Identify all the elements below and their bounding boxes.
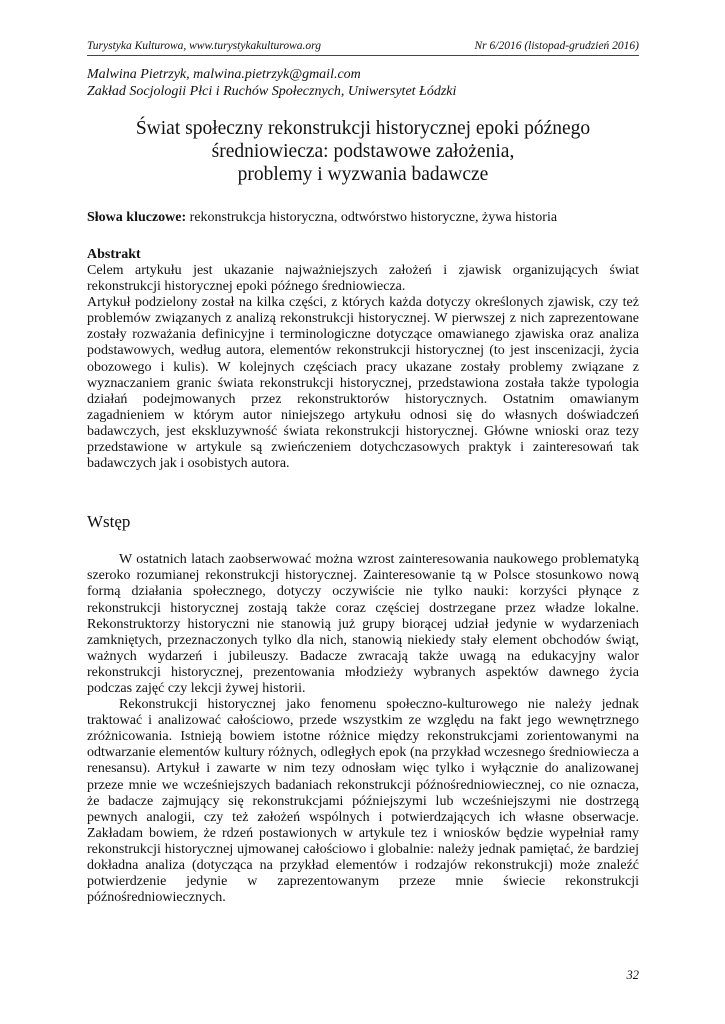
- keywords-text: rekonstrukcja historyczna, odtwórstwo historyczne, żywa historia: [186, 210, 558, 225]
- keywords-label: Słowa kluczowe:: [87, 210, 187, 225]
- abstract-paragraph-2: Artykuł podzielony został na kilka części, z których każda dotyczy określonych zjawisk, czy też problemów związanych z analizą rekonstrukcji historycznej. W pierwszej z nich zaprezentowane zostały rozważania definicyjne i terminologiczne dotyczące omawianego zjawiska oraz analiza podstawowych, według autora, elementów rekonstrukcji historycznej (to jest inscenizacji, życia obozowego i kulis). W kolejnych częściach pracy ukazane zostały problemy związane z wyznaczaniem granic świata rekonstrukcji historycznej, przedstawiona została także typologia działań podejmowanych przez rekonstruktorów historycznych. Ostatnim omawianym zagadnieniem w którym autor niniejszego artykułu odnosi się do własnych doświadczeń badawczych, jest ekskluzywność świata rekonstrukcji historycznej. Główne wnioski oraz tezy przedstawione w artykule są zwieńczeniem dotychczasowych praktyk i zainteresowań tak badawczych jak i osobistych autora.: [87, 295, 639, 472]
- author-name-email: Malwina Pietrzyk, malwina.pietrzyk@gmail.com: [87, 67, 361, 82]
- body-paragraph-1: W ostatnich latach zaobserwować można wzrost zainteresowania naukowego problematyką szeroko rozumianej rekonstrukcji historycznej. Zainteresowanie tą w Polsce stosunkowo nową formą działania społecznego, dotyczy oczywiście nie tylko nauki: korzyści płynące z rekonstrukcji historycznej zostają także coraz częściej dostrzegane przez władze lokalne. Rekonstruktorzy historyczni nie stanowią już grupy biorącej udział jedynie w wydarzeniach zamkniętych, przeznaczonych tylko dla nich, stanowią niekiedy stały element obchodów świąt, ważnych wydarzeń i jubileuszy. Badacze zwracają także uwagą na edukacyjny walor rekonstrukcji historycznej, prezentowania młodzieży wybranych aspektów dawnego życia podczas zajęć czy lekcji żywej historii.: [87, 552, 639, 696]
- title-line-3: problemy i wyzwania badawcze: [237, 164, 489, 185]
- running-header: [87, 40, 639, 56]
- author-affiliation: Zakład Socjologii Płci i Ruchów Społecznych, Uniwersytet Łódzki: [87, 84, 457, 99]
- abstract-heading: Abstrakt: [87, 247, 141, 262]
- section-heading: Wstęp: [87, 512, 131, 532]
- abstract-paragraph-1: Celem artykułu jest ukazanie najważniejszych założeń i zjawisk organizujących świat rekonstrukcji historycznej epoki późnego średniowiecza.: [87, 263, 639, 295]
- journal-name: Turystyka Kulturowa, www.turystykakulturowa.org: [87, 40, 321, 52]
- issue-number: Nr 6/2016 (listopad-grudzień 2016): [474, 40, 639, 52]
- title-line-2: średniowiecza: podstawowe założenia,: [211, 141, 515, 162]
- title-line-1: Świat społeczny rekonstrukcji historycznej epoki późnego: [135, 118, 591, 139]
- body-paragraph-2: Rekonstrukcji historycznej jako fenomenu społeczno-kulturowego nie należy jednak traktować i analizować całościowo, przede wszystkim ze względu na fakt jego wewnętrznego zróżnicowania. Istnieją bowiem istotne różnice między rekonstrukcjami zorientowanymi na odtwarzanie elementów kultury różnych, odległych epok (na przykład wczesnego średniowiecza a renesansu). Artykuł i zawarte w nim tezy odnosłam więc tylko i wyłącznie do analizowanej przeze mnie we wcześniejszych badaniach rekonstrukcji późnośredniowiecznej, co nie oznacza, że badacze zajmujący się rekonstrukcjami późniejszymi lub wcześniejszymi nie dostrzegą pewnych analogii, czy też założeń wspólnych i potwierdzających ich własne obserwacje. Zakładam bowiem, że rdzeń postawionych w artykule tez i wniosków będzie wypełniał ramy rekonstrukcji historycznej ujmowanej całościowo i globalnie: należy jednak pamiętać, że bardziej dokładna analiza (dotycząca na przykład elementów i rodzajów rekonstrukcji) może znaleźć potwierdzenie jedynie w zaprezentowanym przeze mnie świecie rekonstrukcji późnośredniowiecznych.: [87, 697, 639, 906]
- page: [87, 40, 639, 906]
- keywords: [87, 210, 639, 226]
- page-number: 32: [626, 968, 639, 982]
- article-title: [87, 117, 639, 186]
- author-block: [87, 66, 639, 100]
- body-text: [87, 552, 639, 906]
